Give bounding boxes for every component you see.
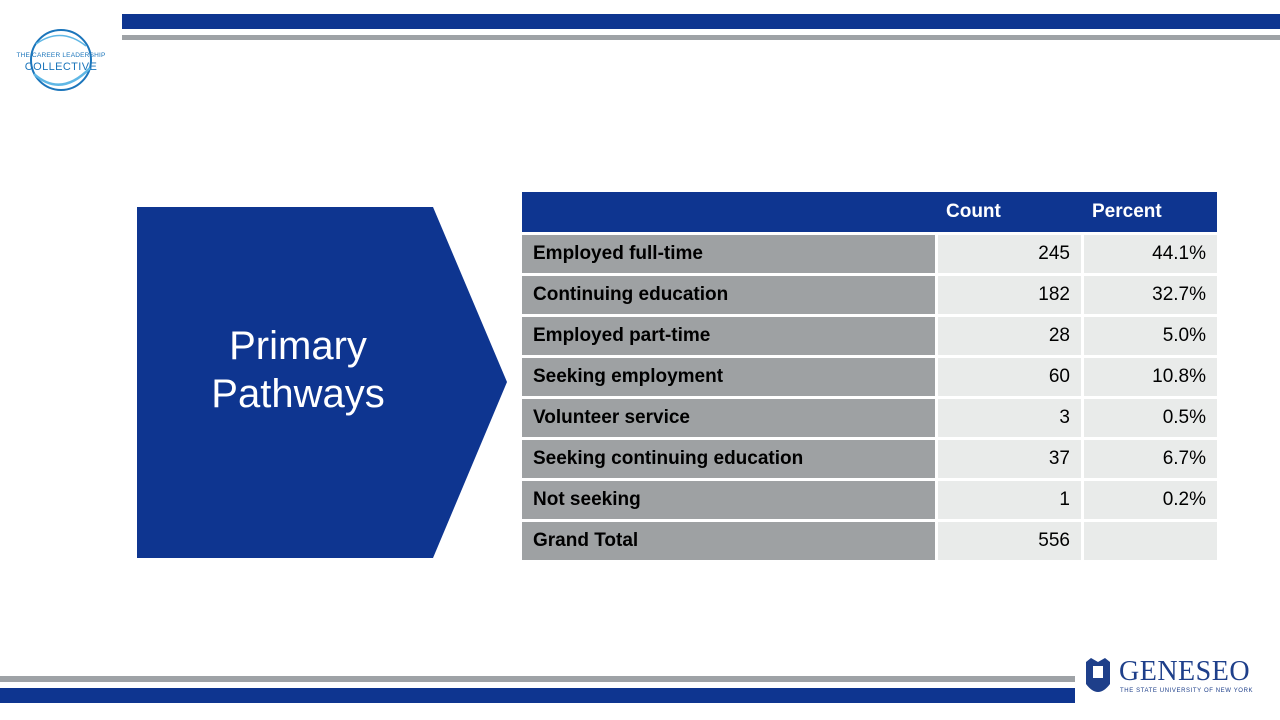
table-row <box>522 235 1217 276</box>
row-percent: 10.8% <box>1081 358 1217 399</box>
top-gray-bar <box>122 35 1280 40</box>
header-count: Count <box>935 192 1081 235</box>
row-percent: 0.2% <box>1081 481 1217 522</box>
geneseo-logo <box>1083 654 1273 702</box>
row-label: Seeking continuing education <box>522 440 935 481</box>
row-count: 60 <box>935 358 1081 399</box>
pathways-table <box>522 192 1217 563</box>
row-percent: 6.7% <box>1081 440 1217 481</box>
table-row <box>522 399 1217 440</box>
table-row <box>522 317 1217 358</box>
geneseo-tagline: THE STATE UNIVERSITY OF NEW YORK <box>1120 688 1254 694</box>
row-percent: 5.0% <box>1081 317 1217 358</box>
table-row <box>522 440 1217 481</box>
table-row <box>522 358 1217 399</box>
row-count: 3 <box>935 399 1081 440</box>
header-percent: Percent <box>1081 192 1217 235</box>
row-label: Not seeking <box>522 481 935 522</box>
table-row <box>522 481 1217 522</box>
row-count: 245 <box>935 235 1081 276</box>
row-label: Employed part-time <box>522 317 935 358</box>
row-label: Seeking employment <box>522 358 935 399</box>
row-label: Volunteer service <box>522 399 935 440</box>
row-count: 556 <box>935 522 1081 563</box>
row-count: 37 <box>935 440 1081 481</box>
row-count: 28 <box>935 317 1081 358</box>
geneseo-wordmark: GENESEO <box>1119 656 1251 687</box>
row-label: Continuing education <box>522 276 935 317</box>
row-percent: 44.1% <box>1081 235 1217 276</box>
row-count: 1 <box>935 481 1081 522</box>
bottom-blue-bar <box>0 688 1075 703</box>
chevron-title: Primary Pathways <box>211 324 385 416</box>
row-label: Grand Total <box>522 522 935 563</box>
logo-text-top: THE CAREER LEADERSHIP <box>16 52 106 59</box>
top-blue-bar <box>122 14 1280 29</box>
row-percent: 32.7% <box>1081 276 1217 317</box>
bottom-gray-bar <box>0 676 1075 682</box>
header-label <box>522 192 935 235</box>
career-leadership-collective-logo <box>12 24 110 96</box>
row-percent: 0.5% <box>1081 399 1217 440</box>
table-row <box>522 276 1217 317</box>
row-count: 182 <box>935 276 1081 317</box>
row-label: Employed full-time <box>522 235 935 276</box>
logo-text-bottom: COLLECTIVE <box>24 61 98 73</box>
row-percent <box>1081 522 1217 563</box>
table-total-row <box>522 522 1217 563</box>
circle-swoosh-icon <box>12 24 110 96</box>
table-header-row <box>522 192 1217 235</box>
crest-icon <box>1083 656 1113 700</box>
